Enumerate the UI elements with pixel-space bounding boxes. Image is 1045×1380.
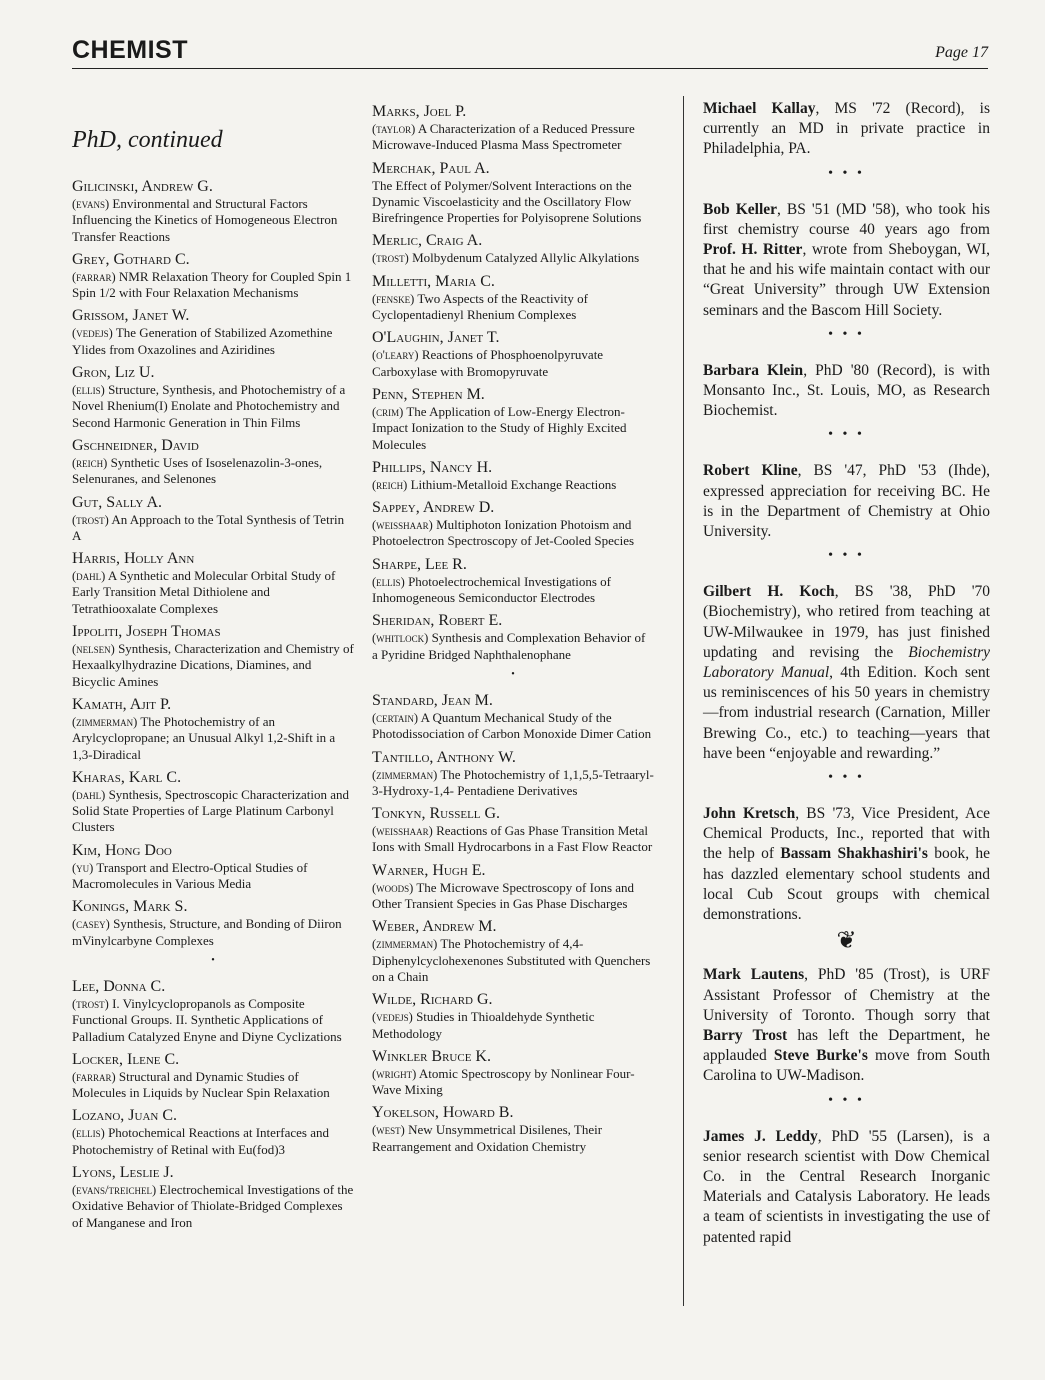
thesis-title: Synthesis, Structure, and Bonding of Diiron mVinylcarbyne Complexes xyxy=(72,916,342,948)
thesis-description xyxy=(72,860,354,893)
thesis-entry xyxy=(72,898,354,949)
thesis-entry xyxy=(372,160,654,227)
advisor: (fenske) xyxy=(372,291,415,306)
thesis-entry xyxy=(372,329,654,380)
thesis-entry xyxy=(372,918,654,985)
thesis-title: Transport and Electro-Optical Studies of Macromolecules in Various Media xyxy=(72,859,308,892)
thesis-entry xyxy=(72,1107,354,1158)
thesis-description xyxy=(372,291,654,324)
thesis-entry xyxy=(72,437,354,488)
advisor: (dahl) xyxy=(72,569,106,584)
advisor: (taylor) xyxy=(372,122,416,136)
page-number: Page 17 xyxy=(935,44,988,61)
thesis-title: Synthesis, Spectroscopic Characterization and Solid State Properties of Large Platinum Carbonyl Clusters xyxy=(72,786,350,835)
advisor: (nelsen) xyxy=(72,642,115,657)
advisor: (certain) xyxy=(372,710,419,725)
thesis-title: Reactions of Phosphoenolpyruvate Carboxylase with Bromopyruvate xyxy=(372,347,604,379)
thesis-title: Electrochemical Investigations of the Oxidative Behavior of Thiolate-Bridged Complexes of Manganese and Iron xyxy=(72,1181,354,1230)
student-name: Gilicinski, Andrew G. xyxy=(72,178,213,195)
thesis-entry xyxy=(372,1104,654,1155)
section-heading: PhD, continued xyxy=(72,127,223,153)
thesis-title: The Photochemistry of 1,1,5,5-Tetraaryl-3-Hydroxy-1,4- Pentadiene Derivatives xyxy=(372,766,654,798)
advisor: (evans) xyxy=(72,197,110,211)
thesis-entry xyxy=(72,494,354,545)
column-1 xyxy=(72,127,354,1237)
advisor: (ellis) xyxy=(72,1126,105,1141)
thesis-title: Studies in Thioaldehyde Synthetic Methodology xyxy=(372,1009,595,1041)
student-name: Penn, Stephen M. xyxy=(372,385,485,403)
advisor: (reich) xyxy=(72,455,108,470)
thesis-entry xyxy=(72,769,354,836)
advisor: (west) xyxy=(372,1123,405,1138)
thesis-description xyxy=(72,512,354,545)
thesis-entry xyxy=(372,103,654,154)
student-name: Winkler Bruce K. xyxy=(372,1047,491,1065)
advisor: (o'leary) xyxy=(372,348,419,363)
thesis-entry xyxy=(72,178,354,245)
thesis-entry xyxy=(72,307,354,358)
thesis-title: A Synthetic and Molecular Orbital Study of Early Transition Metal Dithiolene and Tetrathiooxalate Complexes xyxy=(72,568,336,616)
student-name: Warner, Hugh E. xyxy=(372,861,486,879)
advisor: (trost) xyxy=(72,512,109,527)
thesis-description xyxy=(72,1069,354,1102)
thesis-entry xyxy=(72,251,354,302)
advisor: (ellis) xyxy=(72,383,105,398)
student-name: Gut, Sally A. xyxy=(72,493,163,511)
student-name: Tonkyn, Russell G. xyxy=(372,805,501,823)
thesis-description xyxy=(372,630,654,663)
advisor: (zimmerman) xyxy=(72,714,138,729)
advisor: (vedejs) xyxy=(72,326,113,341)
entry-list xyxy=(72,178,354,949)
masthead xyxy=(72,36,988,69)
thesis-description xyxy=(72,714,354,763)
advisor: (wright) xyxy=(372,1066,417,1081)
column-rule xyxy=(683,96,684,1306)
thesis-title: Photoelectrochemical Investigations of Inhomogeneous Semiconductor Electrodes xyxy=(372,573,611,606)
alumni-note: John Kretsch, BS '73, Vice President, Ace Chemical Products, Inc., reported that with the help of Bassam Shakhashiri's book, he has dazzled elementary school students and local Cub Scout groups with chemical demonstrations. xyxy=(703,805,990,924)
student-name: Konings, Mark S. xyxy=(72,898,188,916)
alumni-note: Bob Keller, BS '51 (MD '58), who took his first chemistry course 40 years ago from Prof. H. Ritter, wrote from Sheboygan, WI, that he and his wife maintain contact with our “Great University” through UW Extension seminars and the Bascom Hill Society. xyxy=(703,200,990,319)
note-separator: • • • xyxy=(828,548,865,564)
student-name: Lee, Donna C. xyxy=(72,977,166,995)
thesis-description xyxy=(372,477,654,493)
thesis-entry xyxy=(72,978,354,1045)
thesis-description xyxy=(72,196,354,245)
student-name: Gschneidner, David xyxy=(72,436,199,454)
thesis-title: Synthesis and Complexation Behavior of a Pyridine Bridged Naphthalenophane xyxy=(372,630,646,662)
thesis-description xyxy=(372,517,654,550)
alumni-note: Gilbert H. Koch, BS '38, PhD '70 (Biochemistry), who retired from teaching at UW-Milwaukee in 1979, has just finished updating and revising the Biochemistry Laboratory Manual, 4th Edition. Koch sent us reminiscences of his 50 years in chemistry—from industrial research (Carnation, Miller Brewing Co., etc.) to teaching—years that have been “enjoyable and rewarding.” xyxy=(703,583,991,762)
thesis-entry xyxy=(72,842,354,893)
thesis-entry xyxy=(72,1051,354,1102)
student-name: Grey, Gothard C. xyxy=(72,250,190,268)
thesis-description xyxy=(372,1009,654,1042)
student-name: Yokelson, Howard B. xyxy=(372,1104,514,1122)
thesis-title: The Photochemistry of 4,4-Diphenylcyclohexenones Substituted with Quenchers on a Chain xyxy=(372,936,651,984)
advisor: (woods) xyxy=(372,880,414,895)
thesis-description xyxy=(372,574,654,607)
thesis-title: New Unsymmetrical Disilenes, Their Rearrangement and Oxidation Chemistry xyxy=(372,1122,603,1154)
bullet-divider: • xyxy=(211,954,215,966)
thesis-title: Molbydenum Catalyzed Allylic Alkylations xyxy=(412,250,640,266)
note-separator: • • • xyxy=(828,165,865,181)
advisor: (trost) xyxy=(372,251,409,266)
student-name: Sheridan, Robert E. xyxy=(372,612,503,630)
student-name: Ippoliti, Joseph Thomas xyxy=(72,623,221,641)
student-name: Lyons, Leslie J. xyxy=(72,1163,174,1181)
thesis-description xyxy=(372,1122,654,1155)
thesis-entry xyxy=(372,273,654,324)
thesis-description xyxy=(372,404,654,453)
thesis-title: The Photochemistry of an Arylcyclopropane; an Unusual Alkyl 1,2-Shift in a 1,3-Diradical xyxy=(72,713,336,762)
entry-list xyxy=(372,692,654,1155)
thesis-description xyxy=(372,178,654,227)
thesis-title: Structural and Dynamic Studies of Molecules in Liquids by Nuclear Spin Relaxation xyxy=(72,1068,330,1101)
student-name: Merchak, Paul A. xyxy=(372,159,490,177)
thesis-title: The Microwave Spectroscopy of Ions and Other Transient Species in Gas Phase Discharges xyxy=(372,879,635,912)
thesis-title: Environmental and Structural Factors Influencing the Kinetics of Homogeneous Electron Transfer Reactions xyxy=(72,196,338,244)
thesis-title: The Generation of Stabilized Azomethine Ylides from Oxazolines and Aziridines xyxy=(72,325,333,357)
advisor: (dahl) xyxy=(72,787,106,802)
thesis-entry xyxy=(72,550,354,617)
thesis-title: I. Vinylcyclopropanols as Composite Functional Groups. II. Synthetic Applications of Palladium Catalyzed Enyne and Diyne Cyclizations xyxy=(72,995,342,1044)
thesis-entry xyxy=(372,862,654,913)
thesis-title: The Application of Low-Energy Electron-Impact Ionization to the Study of Highly Excited Molecules xyxy=(372,403,627,452)
advisor: (whitlock) xyxy=(372,631,429,646)
student-name: Weber, Andrew M. xyxy=(372,918,497,936)
thesis-title: The Effect of Polymer/Solvent Interactions on the Dynamic Viscoelasticity and the Oscillatory Flow Birefringence Properties for Polyisoprene Solutions xyxy=(372,177,642,226)
alumni-note: Barbara Klein, PhD '80 (Record), is with Monsanto Inc., St. Louis, MO, as Research Biochemist. xyxy=(703,361,990,420)
thesis-entry xyxy=(72,623,354,690)
thesis-description xyxy=(372,1066,654,1099)
thesis-description xyxy=(372,347,654,380)
thesis-description xyxy=(72,568,354,617)
advisor: (ellis) xyxy=(372,574,405,589)
thesis-title: A Characterization of a Reduced Pressure Microwave-Induced Plasma Mass Spectrometer xyxy=(372,121,635,153)
thesis-entry xyxy=(372,556,654,607)
column-3 xyxy=(703,99,990,1248)
thesis-entry xyxy=(372,991,654,1042)
thesis-description xyxy=(72,787,354,836)
thesis-entry xyxy=(372,692,654,743)
thesis-description xyxy=(72,641,354,690)
student-name: Gron, Liz U. xyxy=(72,364,155,382)
thesis-description xyxy=(372,121,654,154)
alumni-note: Mark Lautens, PhD '85 (Trost), is URF Assistant Professor of Chemistry at the University of Toronto. Though sorry that Barry Trost has left the Department, he applauded Steve Burke's move from South Carolina to UW-Madison. xyxy=(703,966,990,1085)
thesis-entry xyxy=(72,696,354,763)
thesis-description xyxy=(372,880,654,913)
student-name: Harris, Holly Ann xyxy=(72,550,195,568)
alumni-note: Michael Kallay, MS '72 (Record), is currently an MD in private practice in Philadelphia, PA. xyxy=(703,100,990,158)
student-name: Merlic, Craig A. xyxy=(372,232,483,250)
column-2 xyxy=(372,103,654,1161)
fleuron-ornament: ❦ xyxy=(836,928,857,955)
thesis-description xyxy=(72,325,354,358)
thesis-entry xyxy=(72,1164,354,1231)
thesis-description xyxy=(72,1125,354,1158)
note-separator: • • • xyxy=(828,770,865,786)
thesis-description xyxy=(372,936,654,985)
student-name: O'Laughin, Janet T. xyxy=(372,329,500,347)
thesis-entry xyxy=(372,499,654,550)
thesis-entry xyxy=(372,612,654,663)
advisor: (zimmerman) xyxy=(372,767,438,782)
thesis-title: Photochemical Reactions at Interfaces and Photochemistry of Retinal with Eu(fod)3 xyxy=(72,1125,329,1157)
student-name: Sharpe, Lee R. xyxy=(372,555,467,573)
advisor: (trost) xyxy=(72,996,109,1011)
advisor: (farrar) xyxy=(72,1069,116,1084)
advisor: (crim) xyxy=(372,404,404,419)
student-name: Marks, Joel P. xyxy=(372,103,467,120)
thesis-title: Synthetic Uses of Isoselenazolin-3-ones, Selenuranes, and Selenones xyxy=(72,454,323,487)
thesis-description xyxy=(372,767,654,800)
thesis-title: Reactions of Gas Phase Transition Metal Ions with Small Hydrocarbons in a Fast Flow Reactor xyxy=(372,823,653,855)
thesis-title: Two Aspects of the Reactivity of Cyclopentadienyl Rhenium Complexes xyxy=(372,290,588,323)
thesis-description xyxy=(72,996,354,1045)
advisor: (weisshaar) xyxy=(372,518,433,533)
advisor: (vedejs) xyxy=(372,1010,413,1025)
student-name: Phillips, Nancy H. xyxy=(372,458,493,476)
advisor: (evans/treichel) xyxy=(72,1182,157,1197)
student-name: Wilde, Richard G. xyxy=(372,991,493,1009)
thesis-title: Structure, Synthesis, and Photochemistry of a Novel Rhenium(I) Enolate and Photochemistry and Second Harmonic Generation in Thin Films xyxy=(72,382,346,430)
advisor: (weisshaar) xyxy=(372,824,433,839)
student-name: Sappey, Andrew D. xyxy=(372,499,495,517)
thesis-title: Lithium-Metalloid Exchange Reactions xyxy=(410,476,617,492)
advisor: (farrar) xyxy=(72,269,116,284)
bullet-divider: • xyxy=(511,668,515,680)
student-name: Tantillo, Anthony W. xyxy=(372,748,516,766)
thesis-description xyxy=(72,916,354,949)
student-name: Kamath, Ajit P. xyxy=(72,695,172,713)
thesis-entry xyxy=(372,459,654,493)
thesis-title: A Quantum Mechanical Study of the Photodissociation of Carbon Monoxide Dimer Cation xyxy=(372,709,652,742)
advisor: (zimmerman) xyxy=(372,937,438,952)
thesis-entry xyxy=(372,749,654,800)
thesis-title: Synthesis, Characterization and Chemistry of Hexaalkylhydrazine Dications, Diamines, and Bicyclic Amines xyxy=(72,641,354,689)
thesis-title: Multiphoton Ionization Photoism and Photoelectron Spectroscopy of Jet-Cooled Species xyxy=(372,517,635,549)
thesis-entry xyxy=(72,364,354,431)
thesis-description xyxy=(72,455,354,488)
thesis-description xyxy=(72,1182,354,1231)
note-separator: • • • xyxy=(828,427,865,443)
thesis-description xyxy=(372,710,654,743)
thesis-description xyxy=(372,250,654,266)
student-name: Lozano, Juan C. xyxy=(72,1107,177,1125)
thesis-description xyxy=(72,382,354,431)
thesis-entry xyxy=(372,805,654,856)
thesis-entry xyxy=(372,232,654,266)
thesis-description xyxy=(372,823,654,856)
student-name: Locker, Ilene C. xyxy=(72,1050,180,1068)
student-name: Kharas, Karl C. xyxy=(72,768,182,786)
student-name: Milletti, Maria C. xyxy=(372,272,495,290)
thesis-description xyxy=(72,269,354,302)
alumni-note: James J. Leddy, PhD '55 (Larsen), is a senior research scientist with Dow Chemical Co. in the Central Research Inorganic Materials and Catalysis Laboratory. He leads a team of scientists in investigating the use of patented rapid xyxy=(703,1127,990,1246)
advisor: (yu) xyxy=(72,860,94,875)
thesis-entry xyxy=(372,1048,654,1099)
alumni-note: Robert Kline, BS '47, PhD '53 (Ihde), expressed appreciation for receiving BC. He is in the Department of Chemistry at Ohio University. xyxy=(703,462,991,541)
thesis-title: NMR Relaxation Theory for Coupled Spin 1 Spin 1/2 with Four Relaxation Mechanisms xyxy=(72,268,352,301)
thesis-title: An Approach to the Total Synthesis of Tetrin A xyxy=(72,511,345,543)
thesis-entry xyxy=(372,386,654,453)
note-separator: • • • xyxy=(828,326,865,342)
advisor: (casey) xyxy=(72,917,110,932)
student-name: Standard, Jean M. xyxy=(372,691,493,709)
student-name: Kim, Hong Doo xyxy=(72,841,172,859)
note-separator: • • • xyxy=(828,1092,865,1108)
entry-list xyxy=(72,978,354,1231)
advisor: (reich) xyxy=(372,477,408,492)
thesis-title: Atomic Spectroscopy by Nonlinear Four-Wave Mixing xyxy=(372,1065,635,1098)
publication-title: CHEMIST xyxy=(72,36,188,64)
student-name: Grissom, Janet W. xyxy=(72,307,190,325)
entry-list xyxy=(372,103,654,663)
